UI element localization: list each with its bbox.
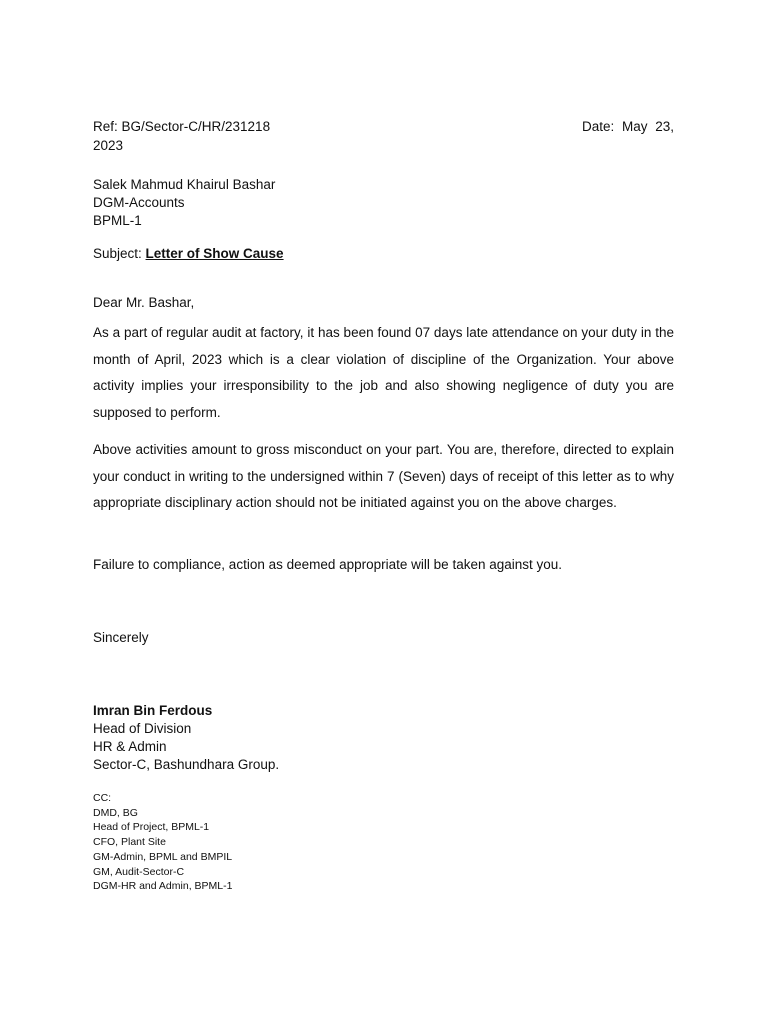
recipient-name: Salek Mahmud Khairul Bashar	[93, 177, 276, 192]
subject-label: Subject:	[93, 246, 142, 261]
cc-recipient: CFO, Plant Site	[93, 836, 166, 849]
date-year: 2023	[93, 138, 124, 153]
salutation: Dear Mr. Bashar,	[93, 295, 195, 310]
signatory-name: Imran Bin Ferdous	[93, 703, 213, 718]
reference-number: Ref: BG/Sector-C/HR/231218	[93, 119, 271, 134]
signatory-position: Head of Division	[93, 721, 192, 736]
recipient-block	[93, 176, 275, 230]
cc-recipient: DGM-HR and Admin, BPML-1	[93, 880, 233, 893]
cc-recipient: GM-Admin, BPML and BMPIL	[93, 850, 233, 863]
date-month-day: May 23,	[622, 119, 674, 134]
signatory-block	[93, 702, 279, 774]
cc-label: CC:	[93, 792, 112, 804]
body-paragraph-1: As a part of regular audit at factory, it has been found 07 days late attendance on your duty in the month of April, 2023 which is a clear violation of discipline of the Organization. Your above activity implies your irresponsibility to the job and also showing negligence of duty you are supposed to perform.	[93, 325, 674, 420]
cc-recipient: GM, Audit-Sector-C	[93, 865, 185, 878]
signatory-organization: Sector-C, Bashundhara Group.	[93, 757, 280, 772]
signatory-department: HR & Admin	[93, 739, 167, 754]
subject-text: Letter of Show Cause	[145, 246, 284, 261]
body-paragraph-2: Above activities amount to gross misconduct on your part. You are, therefore, directed to explain your conduct in writing to the undersigned within 7 (Seven) days of receipt of this letter as to why appropriate disciplinary action should not be initiated against you on the above charges.	[93, 442, 674, 510]
body-paragraph-3: Failure to compliance, action as deemed appropriate will be taken against you.	[93, 557, 563, 572]
date-label: Date:	[582, 119, 615, 134]
subject-line	[93, 246, 284, 261]
date-line	[582, 119, 674, 134]
cc-recipient: Head of Project, BPML-1	[93, 821, 210, 834]
recipient-unit: BPML-1	[93, 213, 142, 228]
cc-recipient: DMD, BG	[93, 806, 138, 819]
cc-block	[93, 791, 232, 894]
recipient-title: DGM-Accounts	[93, 195, 185, 210]
closing: Sincerely	[93, 630, 149, 645]
